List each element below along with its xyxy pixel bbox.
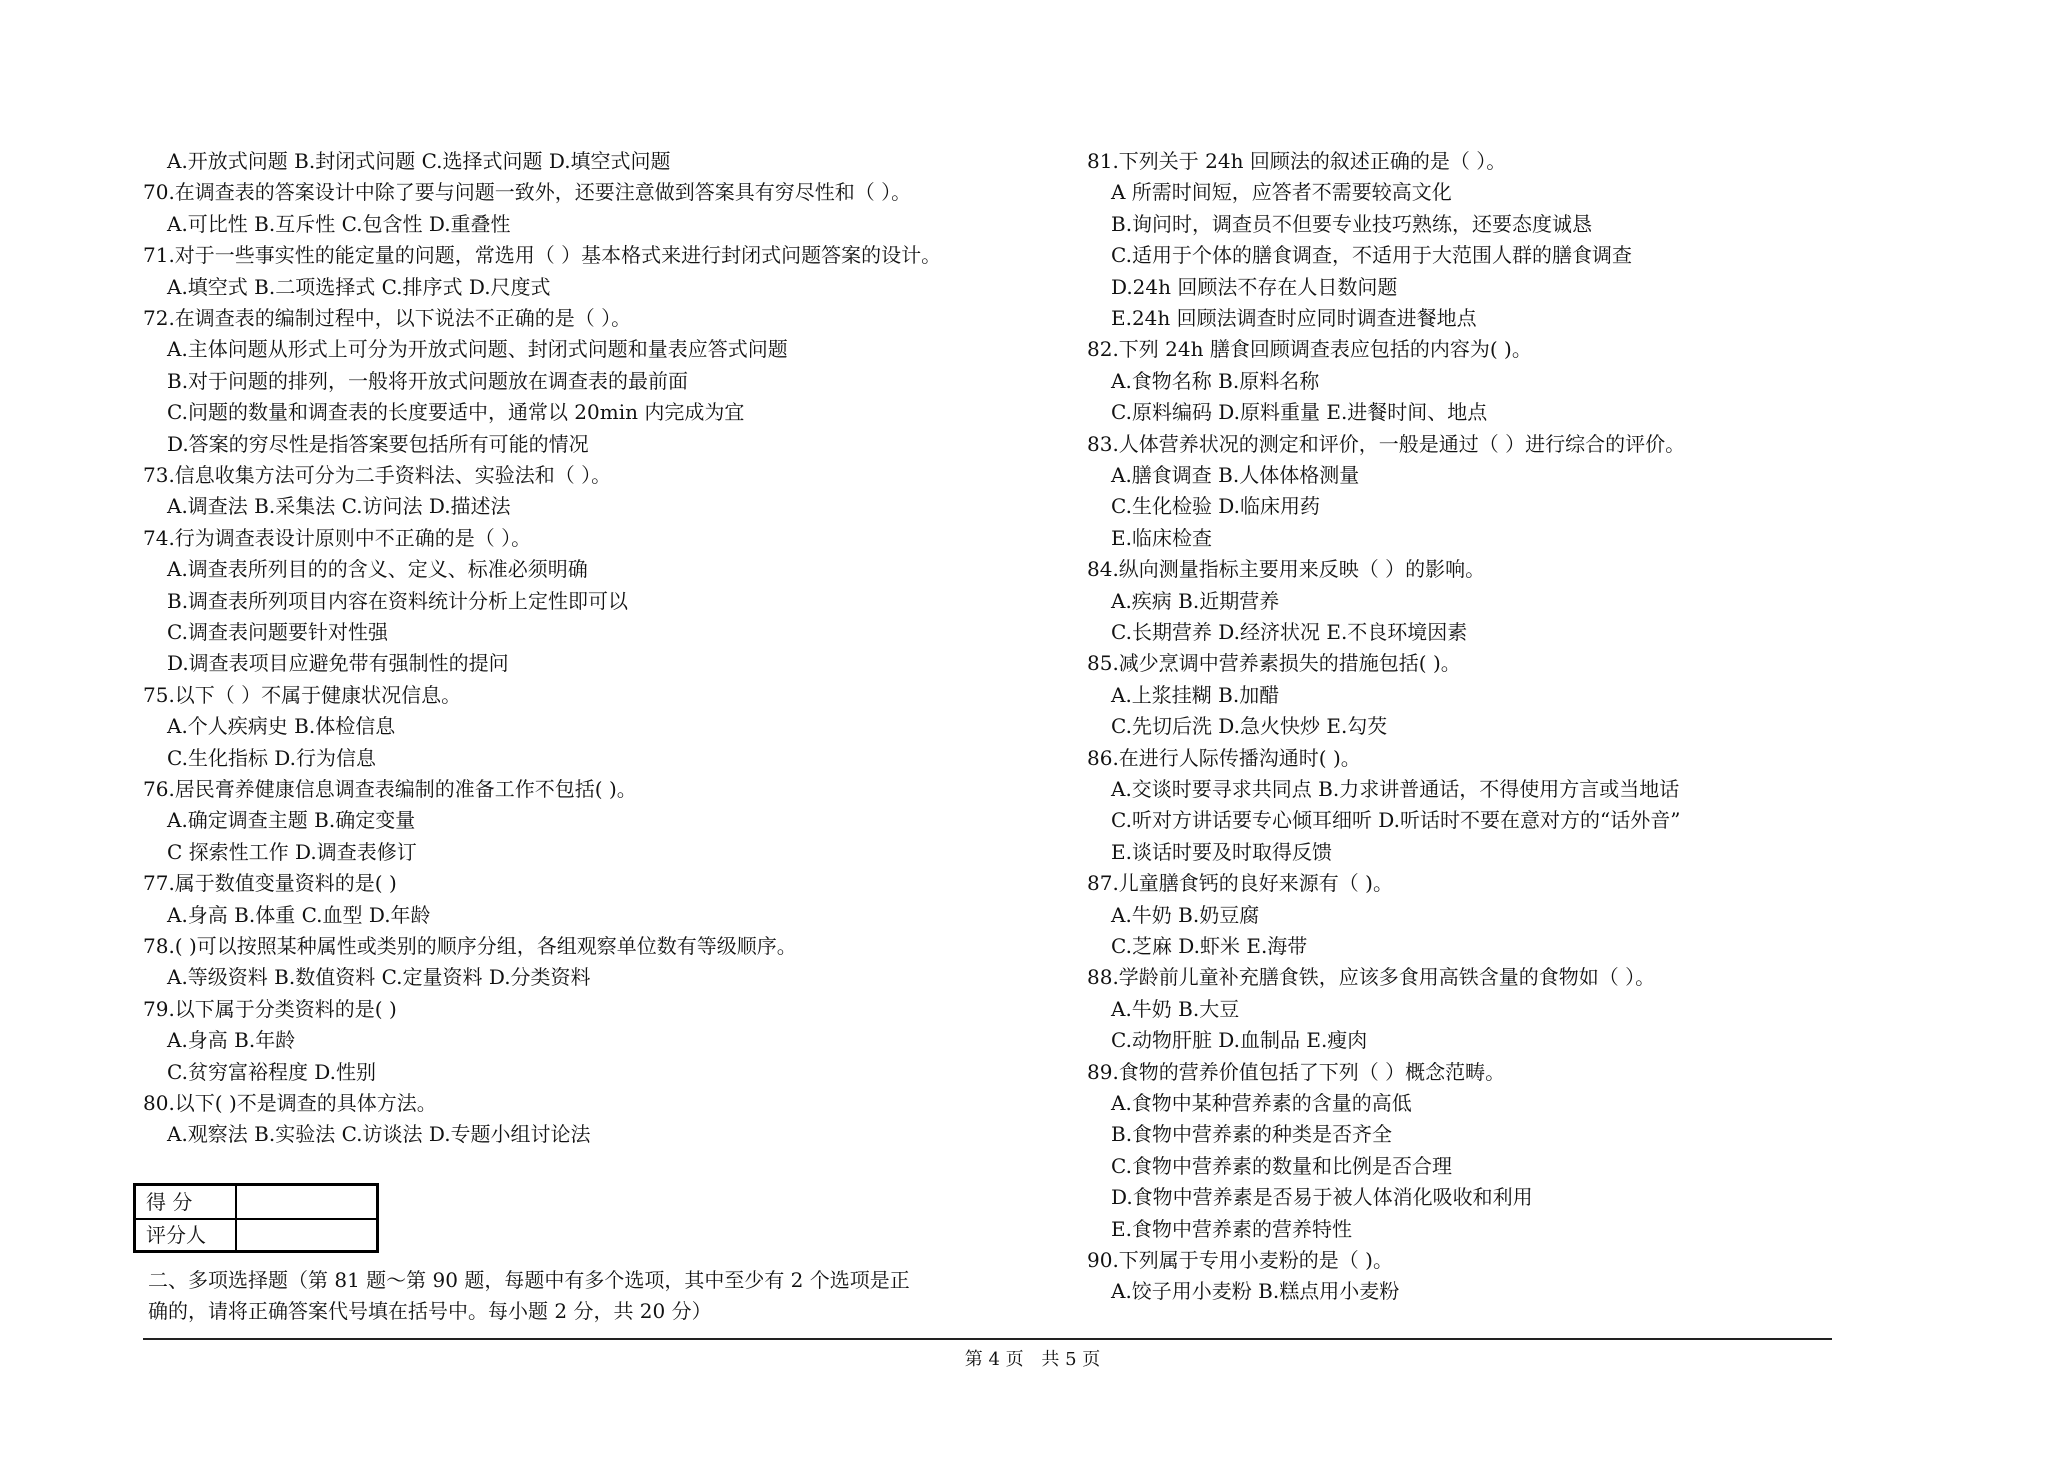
- question-line: 75.以下（ ）不属于健康状况信息。: [143, 682, 462, 707]
- option-line: C.动物肝脏 D.血制品 E.瘦肉: [1111, 1028, 1368, 1053]
- section-heading-line-2: 确的，请将正确答案代号填在括号中。每小题 2 分，共 20 分）: [148, 1299, 712, 1323]
- question-line: 77.属于数值变量资料的是( ): [143, 871, 397, 896]
- grader-row: [136, 1219, 376, 1251]
- section-heading-line-1: 二、多项选择题（第 81 题～第 90 题，每题中有多个选项，其中至少有 2 个选项是正: [148, 1268, 910, 1292]
- option-line: C.贫穷富裕程度 D.性别: [167, 1059, 376, 1084]
- question-line: 87.儿童膳食钙的良好来源有（ )。: [1087, 871, 1393, 896]
- option-line: D.食物中营养素是否易于被人体消化吸收和利用: [1111, 1185, 1533, 1210]
- section-heading: [148, 1265, 948, 1327]
- option-line: C.原料编码 D.原料重量 E.进餐时间、地点: [1111, 400, 1488, 425]
- footer-divider: [143, 1338, 1832, 1340]
- option-line: A.交谈时要寻求共同点 B.力求讲普通话，不得使用方言或当地话: [1111, 777, 1680, 801]
- option-line: C.适用于个体的膳食调查，不适用于大范围人群的膳食调查: [1111, 243, 1632, 268]
- score-label: 得 分: [146, 1190, 193, 1214]
- question-line: 88.学龄前儿童补充膳食铁，应该多食用高铁含量的食物如（ ）。: [1087, 965, 1656, 990]
- question-line: 85.减少烹调中营养素损失的措施包括( )。: [1087, 651, 1461, 676]
- question-line: 74.行为调查表设计原则中不正确的是（ ）。: [143, 525, 532, 550]
- option-line: C.生化指标 D.行为信息: [167, 745, 376, 770]
- question-line: 76.居民膏养健康信息调查表编制的准备工作不包括( )。: [143, 777, 637, 801]
- question-line: 80.以下( )不是调查的具体方法。: [143, 1091, 437, 1115]
- question-line: 84.纵向测量指标主要用来反映（ ）的影响。: [1087, 557, 1486, 582]
- option-line: B.对于问题的排列，一般将开放式问题放在调查表的最前面: [167, 368, 689, 393]
- option-line: A.调查法 B.采集法 C.访问法 D.描述法: [167, 494, 511, 519]
- option-line: D.答案的穷尽性是指答案要包括所有可能的情况: [167, 431, 589, 456]
- option-line: A.等级资料 B.数值资料 C.定量资料 D.分类资料: [167, 965, 591, 990]
- option-line: A.观察法 B.实验法 C.访谈法 D.专题小组讨论法: [167, 1122, 591, 1147]
- option-line: E.24h 回顾法调查时应同时调查进餐地点: [1111, 306, 1477, 330]
- option-line: A.开放式问题 B.封闭式问题 C.选择式问题 D.填空式问题: [167, 149, 671, 173]
- option-line: A.身高 B.年龄: [167, 1028, 296, 1053]
- option-line: A.食物中某种营养素的含量的高低: [1111, 1091, 1412, 1115]
- option-line: A.牛奶 B.奶豆腐: [1111, 902, 1260, 927]
- option-line: A.牛奶 B.大豆: [1111, 996, 1240, 1021]
- question-line: 82.下列 24h 膳食回顾调查表应包括的内容为( )。: [1087, 337, 1532, 362]
- option-line: A 所需时间短，应答者不需要较高文化: [1111, 180, 1452, 205]
- option-line: A.食物名称 B.原料名称: [1111, 368, 1320, 393]
- option-line: B.调查表所列项目内容在资料统计分析上定性即可以: [167, 588, 629, 613]
- grader-label: 评分人: [146, 1223, 206, 1247]
- question-line: 73.信息收集方法可分为二手资料法、实验法和（ ）。: [143, 463, 612, 487]
- option-line: A.膳食调查 B.人体体格测量: [1111, 463, 1360, 487]
- option-line: A.填空式 B.二项选择式 C.排序式 D.尺度式: [167, 274, 551, 299]
- option-line: C.长期营养 D.经济状况 E.不良环境因素: [1111, 620, 1468, 644]
- option-line: E.临床检查: [1111, 525, 1212, 550]
- option-line: A.上浆挂糊 B.加醋: [1111, 682, 1280, 707]
- option-line: E.食物中营养素的营养特性: [1111, 1216, 1352, 1241]
- option-line: C.先切后洗 D.急火快炒 E.勾芡: [1111, 714, 1388, 739]
- option-line: D.24h 回顾法不存在人日数问题: [1111, 274, 1398, 299]
- page-footer: [0, 1348, 2065, 1372]
- page-total: 共 5 页: [1041, 1349, 1101, 1370]
- score-table-divider: [235, 1186, 237, 1250]
- question-line: 70.在调查表的答案设计中除了要与问题一致外，还要注意做到答案具有穷尽性和（ ）。: [143, 180, 912, 205]
- option-line: A.身高 B.体重 C.血型 D.年龄: [167, 902, 431, 927]
- question-line: 71.对于一些事实性的能定量的问题，常选用（ ）基本格式来进行封闭式问题答案的设计。: [143, 243, 942, 268]
- option-line: A.可比性 B.互斥性 C.包含性 D.重叠性: [167, 211, 511, 236]
- option-line: A.个人疾病史 B.体检信息: [167, 714, 396, 739]
- question-line: 72.在调查表的编制过程中，以下说法不正确的是（ ）。: [143, 306, 632, 330]
- question-line: 81.下列关于 24h 回顾法的叙述正确的是（ ）。: [1087, 149, 1507, 173]
- option-line: D.调查表项目应避免带有强制性的提问: [167, 651, 509, 676]
- score-row: [136, 1186, 376, 1220]
- option-line: B.食物中营养素的种类是否齐全: [1111, 1122, 1393, 1147]
- option-line: C.食物中营养素的数量和比例是否合理: [1111, 1153, 1452, 1178]
- question-line: 86.在进行人际传播沟通时( )。: [1087, 745, 1361, 770]
- option-line: C 探索性工作 D.调查表修订: [167, 839, 417, 864]
- question-line: 79.以下属于分类资料的是( ): [143, 996, 397, 1021]
- option-line: C.芝麻 D.虾米 E.海带: [1111, 934, 1308, 958]
- option-line: A.调查表所列目的的含义、定义、标准必须明确: [167, 557, 588, 582]
- option-line: A.饺子用小麦粉 B.糕点用小麦粉: [1111, 1279, 1400, 1304]
- option-line: A.确定调查主题 B.确定变量: [167, 808, 416, 833]
- page-number: 第 4 页: [964, 1349, 1024, 1370]
- question-line: 89.食物的营养价值包括了下列（ ）概念范畴。: [1087, 1059, 1506, 1084]
- option-line: E.谈话时要及时取得反馈: [1111, 839, 1332, 864]
- question-line: 83.人体营养状况的测定和评价，一般是通过（ ）进行综合的评价。: [1087, 431, 1686, 456]
- option-line: C.问题的数量和调查表的长度要适中，通常以 20min 内完成为宜: [167, 400, 745, 425]
- option-line: C.调查表问题要针对性强: [167, 620, 388, 644]
- option-line: C.生化检验 D.临床用药: [1111, 494, 1320, 519]
- option-line: A.主体问题从形式上可分为开放式问题、封闭式问题和量表应答式问题: [167, 337, 788, 362]
- question-line: 78.( )可以按照某种属性或类别的顺序分组，各组观察单位数有等级顺序。: [143, 934, 797, 958]
- option-line: A.疾病 B.近期营养: [1111, 588, 1280, 613]
- question-line: 90.下列属于专用小麦粉的是（ )。: [1087, 1248, 1393, 1272]
- score-table: [133, 1183, 379, 1253]
- option-line: C.听对方讲话要专心倾耳细听 D.听话时不要在意对方的“话外音”: [1111, 808, 1681, 833]
- option-line: B.询问时，调查员不但要专业技巧熟练，还要态度诚恳: [1111, 211, 1593, 236]
